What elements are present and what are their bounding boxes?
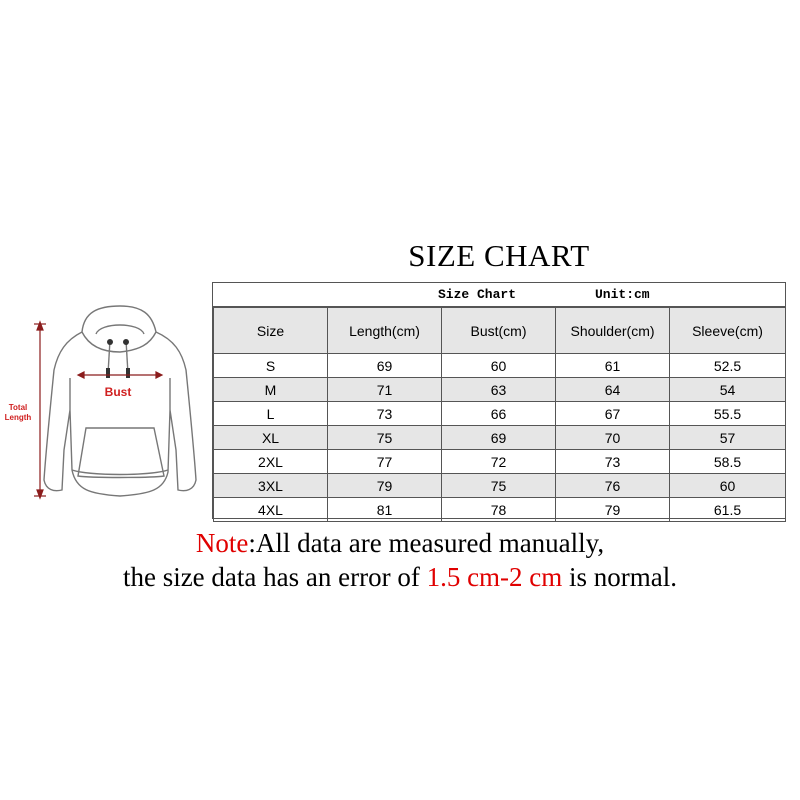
table-cell: 3XL xyxy=(214,474,328,498)
note-line-2 xyxy=(0,562,800,593)
table-cell: 73 xyxy=(556,450,670,474)
table-cell: 60 xyxy=(670,474,786,498)
table-row xyxy=(214,450,786,474)
table-cell: 71 xyxy=(328,378,442,402)
table-cell: 63 xyxy=(442,378,556,402)
table-cell: 4XL xyxy=(214,498,328,522)
caption-left: Size Chart xyxy=(438,287,517,302)
table-cell: 52.5 xyxy=(670,354,786,378)
table-cell: M xyxy=(214,378,328,402)
table-cell: S xyxy=(214,354,328,378)
table-cell: 69 xyxy=(328,354,442,378)
table-row xyxy=(214,378,786,402)
hoodie-diagram xyxy=(0,300,210,510)
bust-label: Bust xyxy=(104,385,132,399)
table-cell: 61.5 xyxy=(670,498,786,522)
column-header: Bust(cm) xyxy=(442,308,556,354)
table-cell: L xyxy=(214,402,328,426)
table-cell: 76 xyxy=(556,474,670,498)
table-cell: 57 xyxy=(670,426,786,450)
table-cell: 79 xyxy=(328,474,442,498)
total-length-label-1: Total xyxy=(8,403,28,412)
table-cell: 75 xyxy=(328,426,442,450)
note-error-range: 1.5 cm-2 cm xyxy=(426,562,563,592)
column-header: Shoulder(cm) xyxy=(556,308,670,354)
column-header: Sleeve(cm) xyxy=(670,308,786,354)
caption-unit: Unit:cm xyxy=(595,287,650,302)
total-length-label-2: Length xyxy=(4,413,32,422)
table-cell: 79 xyxy=(556,498,670,522)
table-cell: 55.5 xyxy=(670,402,786,426)
table-cell: 70 xyxy=(556,426,670,450)
table-cell: 66 xyxy=(442,402,556,426)
table-cell: 54 xyxy=(670,378,786,402)
table-row xyxy=(214,474,786,498)
note-label: Note xyxy=(195,528,249,558)
note-text-2a: the size data has an error of xyxy=(122,562,427,592)
table-cell: 67 xyxy=(556,402,670,426)
table-cell: XL xyxy=(214,426,328,450)
note-text-2b: is normal. xyxy=(562,562,678,592)
table-cell: 58.5 xyxy=(670,450,786,474)
table-cell: 64 xyxy=(556,378,670,402)
table-cell: 77 xyxy=(328,450,442,474)
page-title: SIZE CHART xyxy=(408,238,590,273)
note-line-1 xyxy=(0,528,800,559)
table-cell: 69 xyxy=(442,426,556,450)
table-row xyxy=(214,354,786,378)
size-table-container xyxy=(212,282,786,519)
column-header: Size xyxy=(214,308,328,354)
table-row xyxy=(214,402,786,426)
table-cell: 72 xyxy=(442,450,556,474)
table-cell: 75 xyxy=(442,474,556,498)
table-cell: 61 xyxy=(556,354,670,378)
size-table xyxy=(213,307,786,522)
table-caption xyxy=(213,283,785,307)
note-text-1: :All data are measured manually, xyxy=(248,528,605,558)
table-cell: 81 xyxy=(328,498,442,522)
table-cell: 60 xyxy=(442,354,556,378)
table-cell: 2XL xyxy=(214,450,328,474)
table-cell: 73 xyxy=(328,402,442,426)
table-row xyxy=(214,498,786,522)
column-header: Length(cm) xyxy=(328,308,442,354)
table-row xyxy=(214,426,786,450)
header-row xyxy=(214,308,786,354)
table-cell: 78 xyxy=(442,498,556,522)
